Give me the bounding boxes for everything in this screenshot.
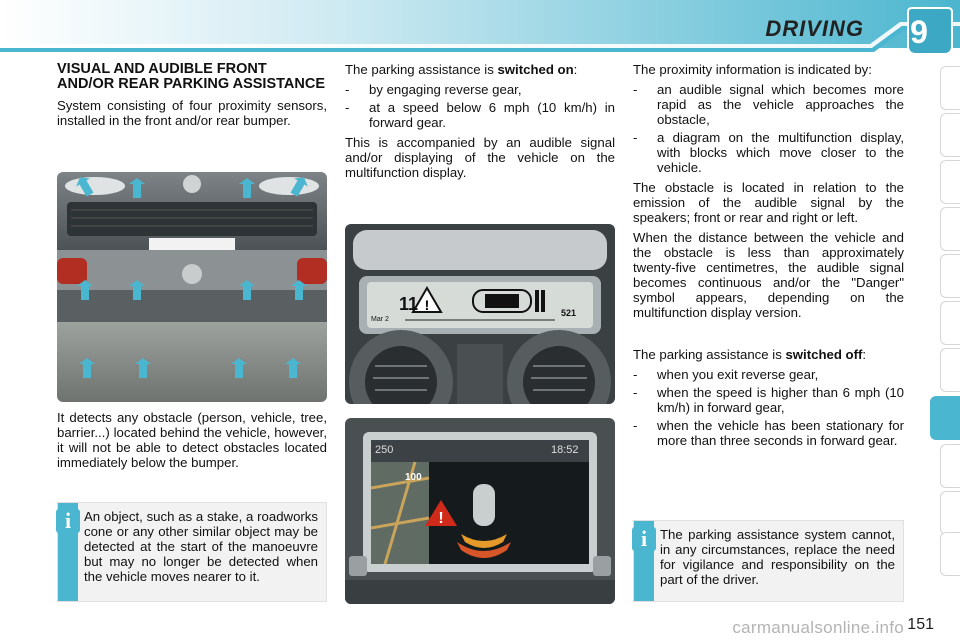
list-item <box>633 82 904 127</box>
info-icon: i <box>56 509 80 533</box>
side-tab[interactable] <box>940 491 960 535</box>
side-tab[interactable] <box>940 207 960 251</box>
chapter-title: DRIVING <box>765 16 864 41</box>
list-item-text: when the vehicle has been stationary for more than three seconds in forward gear. <box>657 418 904 448</box>
bullet-dash: - <box>633 367 638 382</box>
column-middle <box>345 62 615 185</box>
switched-on-prefix: The parking assistance is <box>345 62 498 77</box>
multifunction-screen-photo <box>345 418 615 604</box>
info-icon: i <box>632 527 656 551</box>
info-left-text: An object, such as a stake, a roadworks cone or any other similar object may be detected at the start of the manoeuvre but may no longer be detected when the vehicle moves nearer to it. <box>84 509 318 584</box>
list-item <box>633 418 904 448</box>
column-left-lower <box>57 410 327 475</box>
spacer <box>633 325 904 347</box>
screen-value-left: 250 <box>375 444 394 456</box>
watermark: carmanualsonline.info <box>732 618 904 637</box>
bullet-dash: - <box>633 385 638 400</box>
list-item-text: at a speed below 6 mph (10 km/h) in forward gear. <box>369 100 615 130</box>
side-tab[interactable] <box>940 444 960 488</box>
chapter-number: 9 <box>910 14 928 50</box>
svg-text:!: ! <box>424 297 430 313</box>
switched-off-list <box>633 367 904 448</box>
proximity-intro: The proximity information is indicated by: <box>633 62 872 77</box>
accompanied-paragraph: This is accompanied by an audible signal and/or displaying of the vehicle on the multifunction display. <box>345 135 615 180</box>
side-tab-active-driving[interactable] <box>930 396 960 440</box>
switched-off-prefix: The parking assistance is <box>633 347 786 362</box>
list-item <box>633 130 904 175</box>
chapter-side-tabs <box>926 66 960 576</box>
instrument-display-photo <box>345 224 615 404</box>
proximity-list <box>633 82 904 175</box>
list-item-text: a diagram on the multifunction display, with blocks which move closer to the vehicle. <box>657 130 904 175</box>
switched-on-line <box>345 62 615 77</box>
list-item-text: when you exit reverse gear, <box>657 367 819 382</box>
info-box-right <box>633 520 904 602</box>
switched-on-suffix: : <box>573 62 578 77</box>
list-item <box>345 100 615 130</box>
bullet-dash: - <box>345 82 350 97</box>
located-paragraph: The obstacle is located in relation to the emission of the audible signal by the speakers; front or rear and right or left. <box>633 180 904 225</box>
switched-on-list <box>345 82 615 130</box>
bullet-dash: - <box>345 100 350 115</box>
switched-off-emphasis: switched off <box>785 347 863 362</box>
side-tab[interactable] <box>940 160 960 204</box>
bullet-dash: - <box>633 82 638 97</box>
info-box-left <box>57 502 327 602</box>
section-heading: VISUAL AND AUDIBLE FRONT AND/OR REAR PARKING ASSISTANCE <box>57 61 325 92</box>
intro-paragraph: System consisting of four proximity sensors, installed in the front and/or rear bumper. <box>57 98 327 128</box>
list-item-text: when the speed is higher than 6 mph (10 km/h) in forward gear, <box>657 385 904 415</box>
list-item <box>633 367 904 382</box>
bumper-sensors-photo <box>57 172 327 402</box>
side-tab[interactable] <box>940 66 960 110</box>
switched-off-line <box>633 347 904 362</box>
side-tab[interactable] <box>940 254 960 298</box>
side-tab[interactable] <box>940 113 960 157</box>
detects-paragraph: It detects any obstacle (person, vehicle, tree, barrier...) located behind the vehicle, however, it will not be able to detect obstacles located immediately below the bumper. <box>57 410 327 470</box>
bullet-dash: - <box>633 130 638 145</box>
svg-text:!: ! <box>438 510 444 527</box>
screen-speed: 100 <box>405 472 422 483</box>
display-value-left: 11 <box>399 294 419 314</box>
page-number: 151 <box>907 616 934 633</box>
column-left <box>57 62 327 133</box>
display-date: Mar 2 <box>371 316 389 323</box>
list-item-text: an audible signal which becomes more rapid as the vehicle approaches the obstacle, <box>657 82 904 127</box>
distance-paragraph: When the distance between the vehicle and the obstacle is less than approximately twenty-five centimetres, the audible signal becomes continuous and/or the "Danger" symbol appears, depending on the multifunction display version. <box>633 230 904 320</box>
list-item <box>633 385 904 415</box>
switched-off-suffix: : <box>862 347 867 362</box>
switched-on-emphasis: switched on <box>497 62 574 77</box>
info-right-text: The parking assistance system cannot, in any circumstances, replace the need for vigilance and responsibility on the part of the driver. <box>660 527 895 587</box>
screen-time: 18:52 <box>551 444 579 456</box>
column-right <box>633 62 904 453</box>
bullet-dash: - <box>633 418 638 433</box>
display-value-right: 521 <box>561 308 577 318</box>
list-item-text: by engaging reverse gear, <box>369 82 522 97</box>
side-tab[interactable] <box>940 301 960 345</box>
side-tab[interactable] <box>940 532 960 576</box>
page-header <box>0 0 960 62</box>
side-tab[interactable] <box>940 348 960 392</box>
list-item <box>345 82 615 97</box>
